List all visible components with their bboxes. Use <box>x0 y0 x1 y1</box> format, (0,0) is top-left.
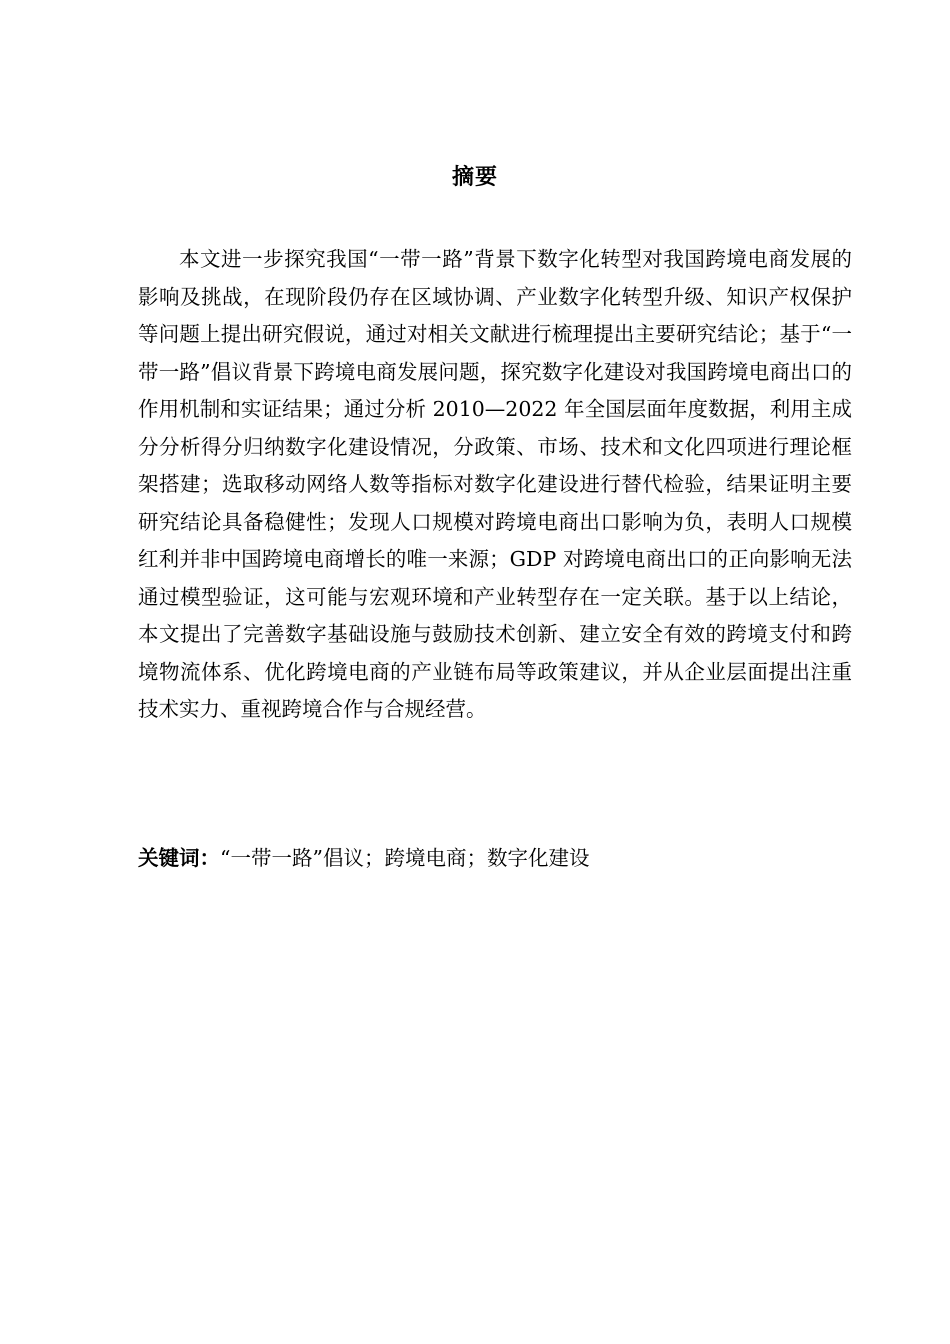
keywords-line <box>138 840 852 876</box>
page-title: 摘要 <box>451 165 498 190</box>
keywords-label: 关键词： <box>138 846 220 870</box>
keywords-value: “一带一路”倡议；跨境电商；数字化建设 <box>220 846 590 870</box>
abstract-paragraph: 本文进一步探究我国“一带一路”背景下数字化转型对我国跨境电商发展的影响及挑战，在现阶段仍存在区域协调、产业数字化转型升级、知识产权保护等问题上提出研究假说，通过对相关文献进行梳理提出主要研究结论；基于“一带一路”倡议背景下跨境电商发展问题，探究数字化建设对我国跨境电商出口的作用机制和实证结果；通过分析 2010—2022 年全国层面年度数据，利用主成分分析得分归纳数字化建设情况，分政策、市场、技术和文化四项进行理论框架搭建；选取移动网络人数等指标对数字化建设进行替代检验，结果证明主要研究结论具备稳健性；发现人口规模对跨境电商出口影响为负，表明人口规模红利并非中国跨境电商增长的唯一来源；GDP 对跨境电商出口的正向影响无法通过模型验证，这可能与宏观环境和产业转型存在一定关联。基于以上结论，本文提出了完善数字基础设施与鼓励技术创新、建立安全有效的跨境支付和跨境物流体系、优化跨境电商的产业链布局等政策建议，并从企业层面提出注重技术实力、重视跨境合作与合规经营。 <box>138 247 852 721</box>
